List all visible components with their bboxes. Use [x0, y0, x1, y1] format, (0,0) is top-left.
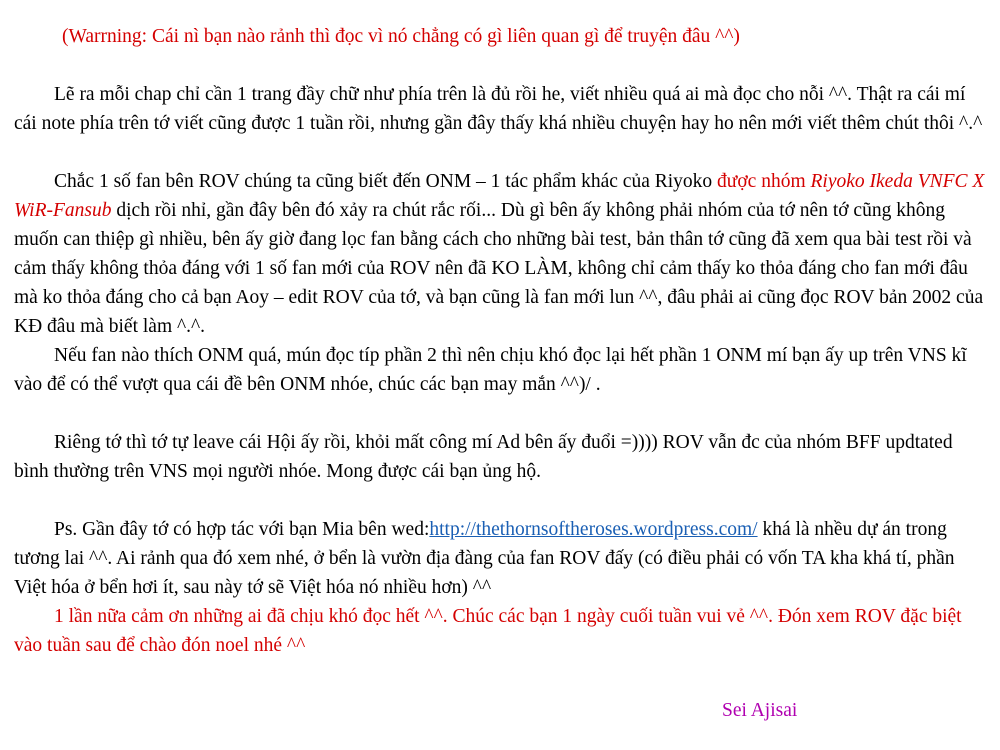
ps-text-b: khá là nhều dự án trong tương lai ^^. Ai rảnh qua đó xem nhé, ở bển là vườn địa đàng của fan ROV đấy (có điều phải có vốn TA kha khá tí, phần Việt hóa ở bển hơi ít, sau này tớ sẽ Việt hóa nó nhiều hơn) ^^ [14, 519, 955, 598]
wordpress-link[interactable]: http://thethornsoftheroses.wordpress.com/ [429, 519, 758, 540]
ps-text-a: Ps. Gần đây tớ có hợp tác với bạn Mia bên wed: [54, 519, 430, 540]
paragraph-onm [14, 167, 986, 341]
paragraph-ps [14, 515, 986, 602]
paragraph-onm-advice: Nếu fan nào thích ONM quá, mún đọc típ phần 2 thì nên chịu khó đọc lại hết phần 1 ONM mí bạn ấy up trên VNS kĩ vào để có thể vượt qua cái đề bên ONM nhóe, chúc các bạn may mắn ^^)/ . [14, 345, 967, 395]
paragraph-thanks: 1 lần nữa cảm ơn những ai đã chịu khó đọc hết ^^. Chúc các bạn 1 ngày cuối tuần vui vẻ ^^. Đón xem ROV đặc biệt vào tuần sau để chào đón noel nhé ^^ [14, 606, 962, 656]
paragraph-intro: Lẽ ra mỗi chap chỉ cần 1 trang đầy chữ như phía trên là đủ rồi he, viết nhiều quá ai mà đọc cho nỗi ^^. Thật ra cái mí cái note phía trên tớ viết cũng được 1 tuần rồi, nhưng gần đây thấy khá nhiều chuyện hay ho nên mới viết thêm chút thôi ^.^ [14, 84, 983, 134]
paragraph-leave: Riêng tớ thì tớ tự leave cái Hội ấy rồi, khỏi mất công mí Ad bên ấy đuổi =)))) ROV vẫn đc của nhóm BFF updtated bình thường trên VNS mọi người nhóe. Mong được cái bạn ủng hộ. [14, 432, 953, 482]
signature: Sei Ajisai [722, 700, 798, 721]
onm-group-name: Riyoko Ikeda VNFC X WiR-Fansub [14, 171, 985, 221]
onm-text-a: Chắc 1 số fan bên ROV chúng ta cũng biết đến ONM – 1 tác phẩm khác của Riyoko [54, 171, 718, 192]
onm-text-d: dịch rồi nhỉ, gần đây bên đó xảy ra chút rắc rối... Dù gì bên ấy không phải nhóm của tớ nên tớ cũng không muốn can thiệp gì nhiều, bên ấy giờ đang lọc fan bằng cách cho những bài test, bản thân tớ cũng đã xem qua bài test rồi và cảm thấy không thỏa đáng với 1 số fan mới của ROV nên đã KO LÀM, không chỉ cảm thấy ko thỏa đáng cho fan mới đâu mà ko thỏa đáng cho cả bạn Aoy – edit ROV của tớ, và bạn cũng là fan mới lun ^^, đâu phải ai cũng đọc ROV bản 2002 của KĐ đâu mà biết làm ^.^. [14, 200, 984, 337]
onm-text-red: được nhóm [717, 171, 811, 192]
warning-line: (Warrning: Cái nì bạn nào rảnh thì đọc vì nó chẳng có gì liên quan gì để truyện đâu ^^) [62, 26, 740, 47]
note-body [14, 22, 986, 660]
